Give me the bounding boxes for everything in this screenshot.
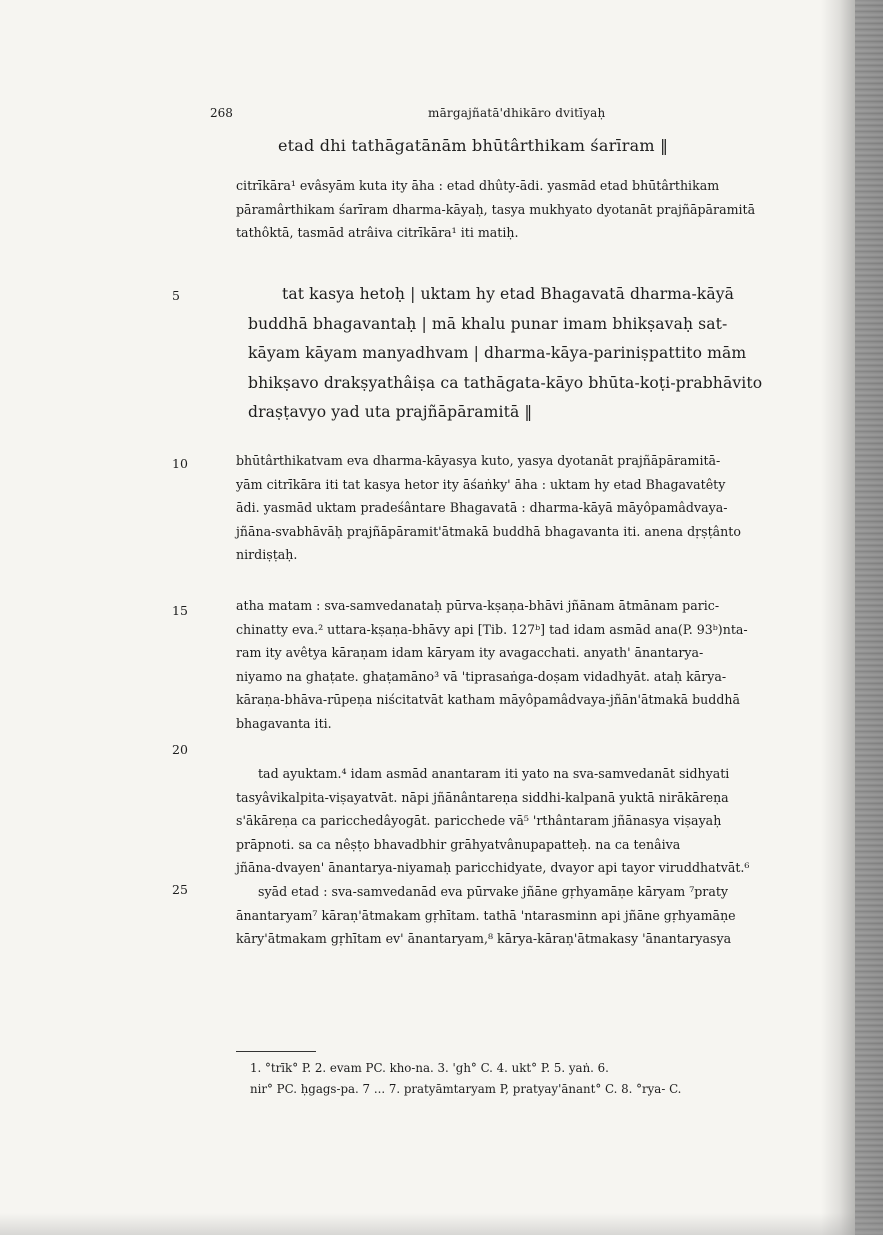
commentary-line: ānantaryam⁷ kāraṇ'ātmakam gṛhītam. tathā 'ntarasminn api jñāne gṛhyamāṇe: [236, 907, 736, 923]
footnote-rule: [236, 1051, 316, 1052]
commentary-line: kāry'ātmakam gṛhītam ev' ānantaryam,⁸ kārya-kāraṇ'ātmakasy 'ānantaryasya: [236, 931, 732, 947]
line-number: 10: [172, 456, 188, 471]
footnotes: [250, 1058, 810, 1100]
commentary-line: nirdiṣṭaḥ.: [236, 547, 298, 563]
line-number: 15: [172, 603, 188, 618]
commentary-line: yām citrīkāra iti tat kasya hetor ity āśaṅky' āha : uktam hy etad Bhagavatêty: [236, 476, 726, 492]
footnote-line: 1. °trīk° P. 2. evam PC. kho-na. 3. 'gh° C. 4. ukt° P. 5. yaṅ. 6.: [250, 1061, 609, 1075]
commentary-line: tad ayuktam.⁴ idam asmād anantaram iti yato na sva-samvedanāt sidhyati: [258, 766, 730, 781]
commentary-line: bhūtârthikatvam eva dharma-kāyasya kuto, yasya dyotanāt prajñāpāramitā-: [236, 453, 721, 468]
page-header: [0, 106, 883, 126]
commentary-line: prāpnoti. sa ca nêṣṭo bhavadbhir grāhyatvânupapatteḥ. na ca tenâiva: [236, 836, 681, 852]
commentary-line: atha matam : sva-samvedanataḥ pūrva-kṣaṇa-bhāvi jñānam ātmānam paric-: [236, 598, 720, 613]
commentary-line: bhagavanta iti.: [236, 715, 332, 731]
commentary-block-4: [236, 762, 826, 951]
commentary-line: jñāna-dvayen' ānantarya-niyamaḥ paricchidyate, dvayor api tayor viruddhatvāt.⁶: [236, 860, 750, 876]
commentary-line: tathôktā, tasmād atrâiva citrīkāra¹ iti matiḥ.: [236, 225, 519, 241]
commentary-line: ādi. yasmād uktam pradeśântare Bhagavatā : dharma-kāyā māyôpamâdvaya-: [236, 500, 728, 516]
verse-line: tat kasya hetoḥ | uktam hy etad Bhagavatā dharma-kāyā: [282, 285, 735, 303]
line-number: 20: [172, 742, 188, 757]
commentary-line: niyamo na ghaṭate. ghaṭamāno³ vā 'tiprasaṅga-doṣam vidadhyāt. ataḥ kārya-: [236, 668, 727, 684]
line-number: 25: [172, 882, 188, 897]
root-verse-2: [248, 280, 818, 428]
commentary-line: jñāna-svabhāvāḥ prajñāpāramit'ātmakā buddhā bhagavanta iti. anena dṛṣṭânto: [236, 523, 741, 539]
commentary-line: ram ity avêtya kāraṇam idam kāryam ity avagacchati. anyath' ānantarya-: [236, 645, 704, 661]
verse-line: bhikṣavo drakṣyathâiṣa ca tathāgata-kāyo bhūta-koṭi-prabhāvito: [248, 373, 763, 392]
commentary-line: kāraṇa-bhāva-rūpeṇa niścitatvāt katham māyôpamâdvaya-jñān'ātmakā buddhā: [236, 692, 741, 708]
page-number: 268: [210, 106, 233, 120]
commentary-line: chinatty eva.² uttara-kṣaṇa-bhāvy api [Tib. 127ᵇ] tad idam asmād ana(P. 93ᵇ)nta-: [236, 621, 748, 637]
commentary-line: tasyâvikalpita-viṣayatvāt. nāpi jñānântareṇa siddhi-kalpanā yuktā nirākāreṇa: [236, 789, 729, 805]
running-head: mārgajñatā'dhikāro dvitīyaḥ: [428, 106, 606, 120]
verse-line: kāyam kāyam manyadhvam | dharma-kāya-pariniṣpattito mām: [248, 344, 747, 362]
commentary-line: pāramârthikam śarīram dharma-kāyaḥ, tasya mukhyato dyotanāt prajñāpāramitā: [236, 201, 756, 217]
line-number: 5: [172, 288, 180, 303]
commentary-line: citrīkāra¹ evâsyām kuta ity āha : etad dhûty-ādi. yasmād etad bhūtârthikam: [236, 178, 720, 193]
book-spine-edge: [855, 0, 883, 1235]
commentary-block-2: [236, 449, 826, 567]
commentary-block-3: [236, 594, 826, 736]
root-verse-1: etad dhi tathāgatānām bhūtârthikam śarīram ‖: [278, 136, 669, 155]
bottom-shadow: [0, 1213, 883, 1235]
verse-line: buddhā bhagavantaḥ | mā khalu punar imam bhikṣavaḥ sat-: [248, 314, 728, 333]
footnote-line: nir° PC. ḥgags-pa. 7 ... 7. pratyāmtaryam P, pratyay'ānant° C. 8. °rya- C.: [250, 1082, 682, 1096]
verse-line: draṣṭavyo yad uta prajñāpāramitā ‖: [248, 403, 533, 421]
commentary-line: s'ākāreṇa ca paricchedâyogāt. paricchede vā⁵ 'rthântaram jñānasya viṣayaḥ: [236, 813, 722, 829]
commentary-block-1: [236, 174, 826, 245]
commentary-line: syād etad : sva-samvedanād eva pūrvake jñāne gṛhyamāṇe kāryam ⁷praty: [258, 883, 729, 899]
